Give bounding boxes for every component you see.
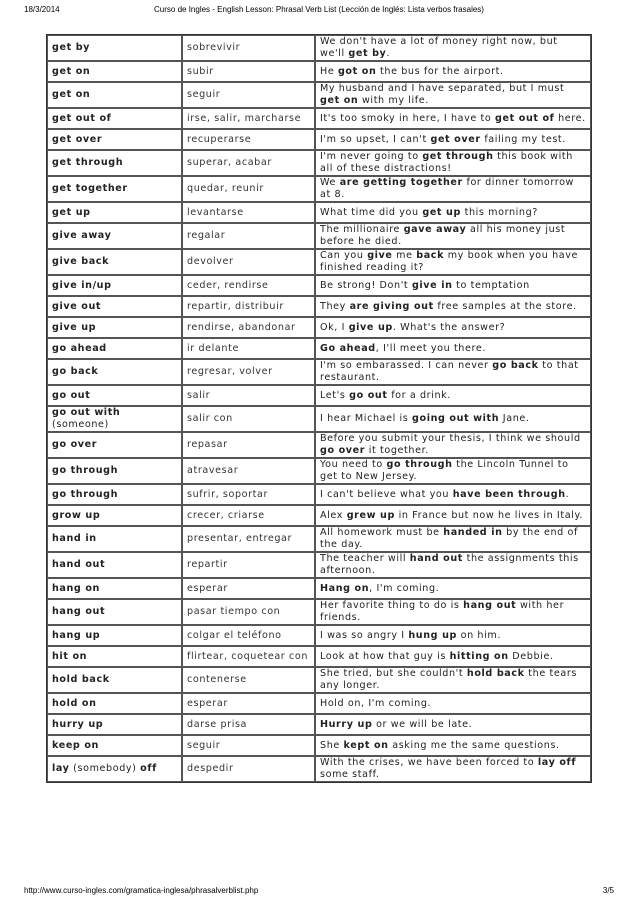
- text-segment: She: [320, 739, 344, 751]
- table-row: [47, 150, 591, 176]
- bold-text-segment: hold on: [52, 697, 97, 709]
- text-segment: here.: [554, 112, 586, 124]
- table-row: [47, 578, 591, 599]
- table-row: [47, 35, 591, 61]
- example-cell: [315, 108, 591, 129]
- text-segment: What time did you: [320, 206, 423, 218]
- bold-text-segment: give out: [52, 300, 102, 312]
- bold-text-segment: go out: [349, 389, 388, 401]
- text-segment: I was so angry I: [320, 629, 409, 641]
- phrasal-verb-cell: [47, 693, 182, 714]
- phrasal-verb-cell: [47, 505, 182, 526]
- meaning-cell: atravesar: [182, 458, 315, 484]
- example-cell: [315, 484, 591, 505]
- table-row: [47, 484, 591, 505]
- text-segment: I'm never going to: [320, 151, 423, 162]
- text-segment: some staff.: [320, 769, 380, 780]
- example-cell: [315, 756, 591, 782]
- phrasal-verb-cell: [47, 249, 182, 275]
- text-segment: Before you submit your thesis, I think we should: [320, 433, 581, 444]
- bold-text-segment: hang out: [52, 606, 106, 617]
- text-segment: Hold on, I'm coming.: [320, 697, 432, 709]
- example-cell: [315, 317, 591, 338]
- bold-text-segment: hang on: [52, 582, 100, 594]
- meaning-cell: sobrevivir: [182, 35, 315, 61]
- table-row: [47, 625, 591, 646]
- table-row: [47, 667, 591, 693]
- example-cell: [315, 150, 591, 176]
- text-segment: by the end of the day.: [320, 527, 578, 550]
- text-segment: the assignments this afternoon.: [320, 553, 579, 576]
- table-row: [47, 406, 591, 432]
- meaning-cell: salir con: [182, 406, 315, 432]
- bold-text-segment: hung up: [408, 629, 457, 641]
- table-row: [47, 61, 591, 82]
- text-segment: Jane.: [499, 413, 530, 424]
- text-segment: We: [320, 177, 340, 188]
- text-segment: All homework must be: [320, 527, 444, 538]
- meaning-cell: irse, salir, marcharse: [182, 108, 315, 129]
- phrasal-verb-cell: [47, 176, 182, 202]
- bold-text-segment: go over: [320, 445, 366, 456]
- bold-text-segment: get over: [430, 133, 481, 145]
- text-segment: It's too smoky in here, I have to: [320, 112, 496, 124]
- bold-text-segment: give: [367, 250, 393, 261]
- text-segment: He: [320, 65, 338, 77]
- example-cell: [315, 176, 591, 202]
- text-segment: We don't have a lot of money right now, but we'll: [320, 36, 558, 59]
- text-segment: , I'm coming.: [369, 582, 440, 594]
- meaning-cell: esperar: [182, 693, 315, 714]
- bold-text-segment: go over: [52, 439, 98, 450]
- example-cell: [315, 338, 591, 359]
- phrasal-verb-cell: [47, 275, 182, 296]
- phrasal-verb-cell: [47, 406, 182, 432]
- meaning-cell: flirtear, coquetear con: [182, 646, 315, 667]
- table-row: [47, 129, 591, 150]
- text-segment: (someone): [52, 419, 109, 430]
- table-row: [47, 202, 591, 223]
- bold-text-segment: lay: [52, 763, 70, 774]
- table-row: [47, 223, 591, 249]
- table-row: [47, 552, 591, 578]
- example-cell: [315, 552, 591, 578]
- meaning-cell: sufrir, soportar: [182, 484, 315, 505]
- example-cell: [315, 599, 591, 625]
- text-segment: Let's: [320, 389, 350, 401]
- phrasal-verb-cell: [47, 385, 182, 406]
- bold-text-segment: go through: [386, 459, 453, 470]
- phrasal-verb-cell: [47, 552, 182, 578]
- text-segment: Look at how that guy is: [320, 650, 450, 662]
- text-segment: the bus for the airport.: [376, 65, 504, 77]
- table-row: [47, 458, 591, 484]
- phrasal-verb-table-body: [47, 35, 591, 782]
- text-segment: Alex: [320, 509, 347, 521]
- text-segment: with my life.: [358, 95, 429, 106]
- bold-text-segment: get up: [52, 206, 91, 218]
- page-title: Curso de Ingles - English Lesson: Phrasal Verb List (Lección de Inglés: Lista verbos frasales): [154, 5, 484, 14]
- phrasal-verb-cell: [47, 625, 182, 646]
- bold-text-segment: hold back: [52, 674, 110, 685]
- page-footer: [24, 886, 614, 898]
- text-segment: Can you: [320, 250, 368, 261]
- example-cell: [315, 526, 591, 552]
- bold-text-segment: give back: [52, 256, 110, 267]
- example-cell: [315, 693, 591, 714]
- table-row: [47, 756, 591, 782]
- bold-text-segment: go out with: [52, 407, 121, 418]
- text-segment: The millionaire: [320, 224, 404, 235]
- meaning-cell: esperar: [182, 578, 315, 599]
- table-row: [47, 275, 591, 296]
- bold-text-segment: go back: [52, 366, 99, 377]
- bold-text-segment: go back: [492, 360, 539, 371]
- table-row: [47, 599, 591, 625]
- bold-text-segment: gave away: [403, 224, 467, 235]
- bold-text-segment: get on: [52, 65, 91, 77]
- bold-text-segment: give in/up: [52, 279, 112, 291]
- phrasal-verb-cell: [47, 359, 182, 385]
- text-segment: the tears any longer.: [320, 668, 577, 691]
- text-segment: I'm so upset, I can't: [320, 133, 431, 145]
- meaning-cell: crecer, criarse: [182, 505, 315, 526]
- text-segment: She tried, but she couldn't: [320, 668, 467, 679]
- text-segment: for a drink.: [387, 389, 451, 401]
- phrasal-verb-cell: [47, 202, 182, 223]
- phrasal-verb-cell: [47, 646, 182, 667]
- phrasal-verb-cell: [47, 82, 182, 108]
- meaning-cell: despedir: [182, 756, 315, 782]
- meaning-cell: ceder, rendirse: [182, 275, 315, 296]
- phrasal-verb-cell: [47, 338, 182, 359]
- phrasal-verb-cell: [47, 735, 182, 756]
- phrasal-verb-cell: [47, 432, 182, 458]
- text-segment: failing my test.: [480, 133, 566, 145]
- example-cell: [315, 359, 591, 385]
- table-row: [47, 359, 591, 385]
- phrasal-verb-cell: [47, 150, 182, 176]
- text-segment: My husband and I have separated, but I must: [320, 83, 565, 94]
- table-row: [47, 249, 591, 275]
- bold-text-segment: hand out: [52, 559, 106, 570]
- meaning-cell: seguir: [182, 735, 315, 756]
- bold-text-segment: hang up: [52, 629, 101, 641]
- phrasal-verb-cell: [47, 578, 182, 599]
- example-cell: [315, 249, 591, 275]
- bold-text-segment: grew up: [346, 509, 395, 521]
- phrasal-verb-cell: [47, 714, 182, 735]
- text-segment: .: [386, 48, 391, 59]
- example-cell: [315, 505, 591, 526]
- text-segment: You need to: [320, 459, 387, 470]
- bold-text-segment: grow up: [52, 509, 101, 521]
- example-cell: [315, 432, 591, 458]
- text-segment: free samples at the store.: [433, 300, 577, 312]
- bold-text-segment: give up: [348, 321, 393, 333]
- phrasal-verb-cell: [47, 223, 182, 249]
- phrasal-verb-cell: [47, 61, 182, 82]
- text-segment: this morning?: [460, 206, 538, 218]
- example-cell: [315, 646, 591, 667]
- meaning-cell: subir: [182, 61, 315, 82]
- meaning-cell: contenerse: [182, 667, 315, 693]
- example-cell: [315, 61, 591, 82]
- bold-text-segment: hang out: [463, 600, 517, 611]
- table-row: [47, 176, 591, 202]
- text-segment: or we will be late.: [372, 718, 473, 730]
- meaning-cell: quedar, reunir: [182, 176, 315, 202]
- text-segment: I'm so embarassed. I can never: [320, 360, 493, 371]
- phrasal-verb-cell: [47, 756, 182, 782]
- example-cell: [315, 714, 591, 735]
- bold-text-segment: handed in: [443, 527, 503, 538]
- bold-text-segment: Hurry up: [320, 718, 373, 730]
- text-segment: for dinner tomorrow at 8.: [320, 177, 575, 200]
- bold-text-segment: Go ahead: [320, 342, 376, 354]
- text-segment: I can't believe what you: [320, 488, 453, 500]
- bold-text-segment: off: [140, 763, 157, 774]
- bold-text-segment: hitting on: [449, 650, 509, 662]
- bold-text-segment: keep on: [52, 739, 99, 751]
- example-cell: [315, 296, 591, 317]
- bold-text-segment: give away: [52, 230, 112, 241]
- bold-text-segment: get up: [422, 206, 461, 218]
- bold-text-segment: hand out: [409, 553, 463, 564]
- page-header: [24, 5, 614, 17]
- table-row: [47, 317, 591, 338]
- example-cell: [315, 35, 591, 61]
- phrasal-verb-cell: [47, 317, 182, 338]
- text-segment: Debbie.: [508, 650, 554, 662]
- text-segment: the Lincoln Tunnel to get to New Jersey.: [320, 459, 569, 482]
- text-segment: my book when you have finished reading it?: [320, 250, 579, 273]
- example-cell: [315, 735, 591, 756]
- bold-text-segment: hit on: [52, 650, 88, 662]
- bold-text-segment: get on: [52, 89, 91, 100]
- bold-text-segment: get together: [52, 183, 128, 194]
- text-segment: to temptation: [452, 279, 530, 291]
- page-number: 3/5: [602, 886, 614, 895]
- phrasal-verb-cell: [47, 484, 182, 505]
- bold-text-segment: are giving out: [349, 300, 434, 312]
- phrasal-verb-cell: [47, 129, 182, 150]
- bold-text-segment: hold back: [466, 668, 525, 679]
- bold-text-segment: Hang on: [320, 582, 370, 594]
- table-row: [47, 82, 591, 108]
- text-segment: with her friends.: [320, 600, 565, 623]
- meaning-cell: repartir, distribuir: [182, 296, 315, 317]
- table-row: [47, 646, 591, 667]
- bold-text-segment: get over: [52, 133, 103, 145]
- text-segment: this book with all of these distractions!: [320, 151, 573, 174]
- bold-text-segment: lay off: [537, 757, 577, 768]
- text-segment: The teacher will: [320, 553, 410, 564]
- bold-text-segment: get on: [320, 95, 359, 106]
- text-segment: . What's the answer?: [392, 321, 506, 333]
- bold-text-segment: get out of: [52, 112, 112, 124]
- meaning-cell: levantarse: [182, 202, 315, 223]
- meaning-cell: superar, acabar: [182, 150, 315, 176]
- text-segment: asking me the same questions.: [388, 739, 560, 751]
- table-row: [47, 432, 591, 458]
- example-cell: [315, 406, 591, 432]
- phrasal-verb-cell: [47, 599, 182, 625]
- text-segment: (somebody): [69, 763, 141, 774]
- meaning-cell: ir delante: [182, 338, 315, 359]
- example-cell: [315, 202, 591, 223]
- phrasal-verb-table: [46, 34, 592, 783]
- bold-text-segment: give up: [52, 321, 97, 333]
- phrasal-verb-cell: [47, 296, 182, 317]
- bold-text-segment: get through: [422, 151, 494, 162]
- bold-text-segment: got on: [337, 65, 377, 77]
- meaning-cell: repasar: [182, 432, 315, 458]
- phrasal-verb-cell: [47, 667, 182, 693]
- example-cell: [315, 625, 591, 646]
- meaning-cell: recuperarse: [182, 129, 315, 150]
- page-url: http://www.curso-ingles.com/gramatica-inglesa/phrasalverblist.php: [24, 886, 259, 895]
- bold-text-segment: get out of: [495, 112, 555, 124]
- table-row: [47, 693, 591, 714]
- text-segment: , I'll meet you there.: [375, 342, 486, 354]
- phrasal-verb-cell: [47, 526, 182, 552]
- bold-text-segment: kept on: [343, 739, 389, 751]
- meaning-cell: colgar el teléfono: [182, 625, 315, 646]
- meaning-cell: devolver: [182, 249, 315, 275]
- bold-text-segment: get by: [52, 42, 91, 53]
- text-segment: I hear Michael is: [320, 413, 413, 424]
- example-cell: [315, 578, 591, 599]
- bold-text-segment: back: [416, 250, 445, 261]
- bold-text-segment: get by: [348, 48, 387, 59]
- text-segment: to that restaurant.: [320, 360, 579, 383]
- text-segment: With the crises, we have been forced to: [320, 757, 538, 768]
- print-date: 18/3/2014: [24, 5, 60, 14]
- text-segment: on him.: [456, 629, 501, 641]
- text-segment: Be strong! Don't: [320, 279, 412, 291]
- meaning-cell: pasar tiempo con: [182, 599, 315, 625]
- bold-text-segment: hand in: [52, 533, 97, 544]
- example-cell: [315, 129, 591, 150]
- bold-text-segment: are getting together: [339, 177, 463, 188]
- bold-text-segment: get through: [52, 157, 124, 168]
- example-cell: [315, 223, 591, 249]
- bold-text-segment: go out: [52, 389, 91, 401]
- text-segment: They: [320, 300, 350, 312]
- meaning-cell: presentar, entregar: [182, 526, 315, 552]
- text-segment: all his money just before he died.: [320, 224, 566, 247]
- meaning-cell: regalar: [182, 223, 315, 249]
- text-segment: in France but now he lives in Italy.: [394, 509, 584, 521]
- example-cell: [315, 458, 591, 484]
- example-cell: [315, 667, 591, 693]
- table-row: [47, 735, 591, 756]
- meaning-cell: regresar, volver: [182, 359, 315, 385]
- bold-text-segment: going out with: [412, 413, 500, 424]
- bold-text-segment: have been through: [452, 488, 566, 500]
- example-cell: [315, 82, 591, 108]
- bold-text-segment: give in: [411, 279, 453, 291]
- text-segment: Ok, I: [320, 321, 349, 333]
- table-row: [47, 714, 591, 735]
- text-segment: Her favorite thing to do is: [320, 600, 464, 611]
- phrasal-verb-cell: [47, 108, 182, 129]
- meaning-cell: seguir: [182, 82, 315, 108]
- bold-text-segment: go through: [52, 465, 119, 476]
- text-segment: it together.: [365, 445, 429, 456]
- meaning-cell: rendirse, abandonar: [182, 317, 315, 338]
- bold-text-segment: hurry up: [52, 718, 104, 730]
- phrasal-verb-cell: [47, 35, 182, 61]
- example-cell: [315, 275, 591, 296]
- text-segment: .: [565, 488, 570, 500]
- meaning-cell: repartir: [182, 552, 315, 578]
- meaning-cell: darse prisa: [182, 714, 315, 735]
- table-row: [47, 505, 591, 526]
- table-row: [47, 338, 591, 359]
- example-cell: [315, 385, 591, 406]
- text-segment: me: [392, 250, 417, 261]
- bold-text-segment: go through: [52, 488, 119, 500]
- phrasal-verb-cell: [47, 458, 182, 484]
- meaning-cell: salir: [182, 385, 315, 406]
- table-row: [47, 526, 591, 552]
- table-row: [47, 296, 591, 317]
- bold-text-segment: go ahead: [52, 342, 107, 354]
- table-row: [47, 385, 591, 406]
- table-row: [47, 108, 591, 129]
